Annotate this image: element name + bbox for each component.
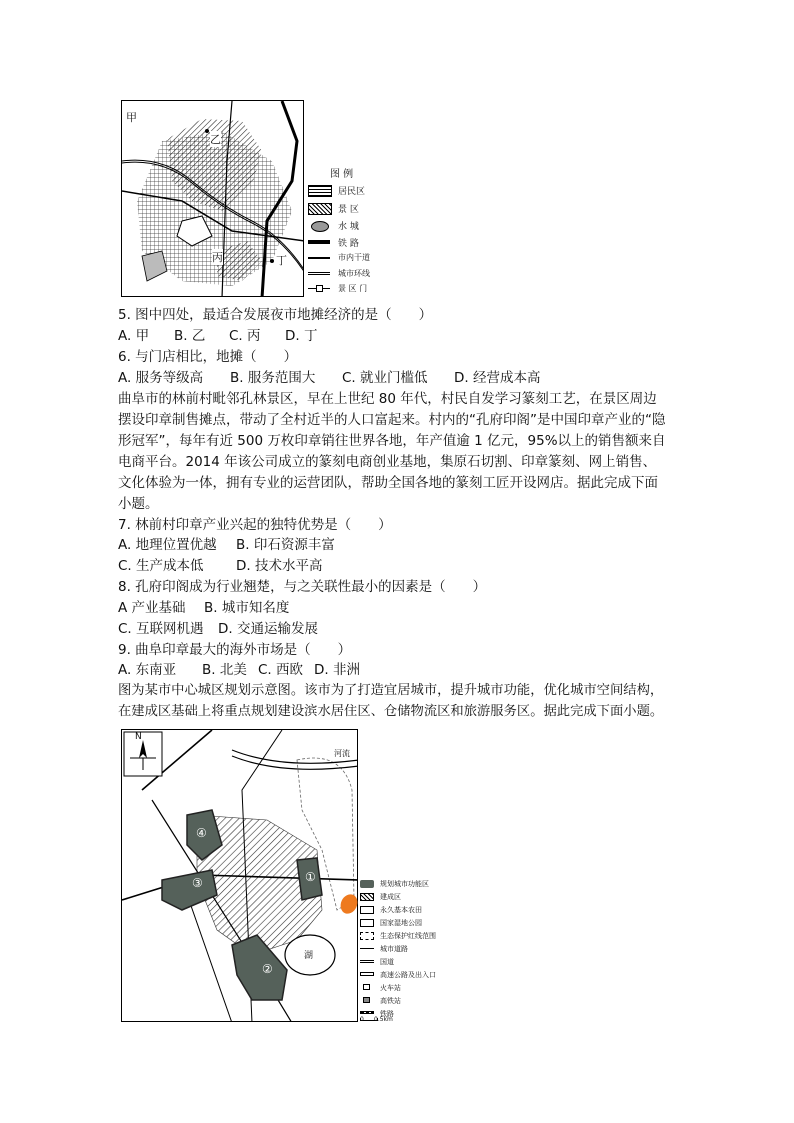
legend-swatch-hsr-station <box>363 997 370 1003</box>
scale-start: 0 <box>360 1016 364 1023</box>
zone-2: ② <box>262 962 273 976</box>
passage-line: 在建成区基础上将重点规划建设滨水居住区、仓储物流区和旅游服务区。据此完成下面小题。 <box>118 704 664 719</box>
passage-line: 曲阜市的林前村毗邻孔林景区，早在上世纪 80 年代，村民自发学习篆刻工艺，在景区周边 <box>118 391 657 407</box>
legend-swatch-planned-zone <box>360 880 374 888</box>
option: A 产业基础 <box>118 600 186 616</box>
question-8-options <box>118 598 289 618</box>
question-6-options <box>118 368 540 388</box>
option: C. 就业门槛低 <box>342 370 428 386</box>
legend-swatch-train-station <box>363 984 370 990</box>
legend-swatch-water <box>311 221 329 232</box>
question-9-options <box>118 660 360 680</box>
legend-label: 规划城市功能区 <box>380 880 429 888</box>
north-arrow-label: N <box>135 732 142 742</box>
legend-swatch-built-up <box>360 893 374 901</box>
legend-swatch-scenic <box>308 203 332 215</box>
label-yi: 乙 <box>210 133 221 146</box>
city-planning-map <box>121 729 358 1022</box>
legend-label: 市内干道 <box>338 253 370 262</box>
city-map-legend <box>360 878 460 1023</box>
passage-line: 图为某市中心城区规划示意图。该市为了打造宜居城市，提升城市功能，优化城市空间结构， <box>118 683 664 698</box>
legend-label: 水 城 <box>338 222 359 232</box>
option: C. 丙 <box>229 328 261 344</box>
legend-label: 铁路 <box>380 1010 394 1018</box>
legend-swatch-expressway <box>360 972 374 976</box>
option: D. 非洲 <box>314 662 360 678</box>
question-8: 8. 孔府印阁成为行业翘楚，与之关联性最小的因素是（ ） <box>118 579 487 595</box>
option: B. 城市知名度 <box>204 600 290 616</box>
legend-swatch-gate <box>316 285 323 292</box>
option: D. 技术水平高 <box>236 558 323 574</box>
option: A. 地理位置优越 <box>118 537 217 553</box>
legend-label: 火车站 <box>380 984 401 992</box>
passage-line: 摆设印章制售摊点，带动了全村近半的人口富起来。村内的“孔府印阁”是中国印章产业的“隐 <box>118 412 666 428</box>
legend-label: 景 区 门 <box>338 284 368 293</box>
question-7: 7. 林前村印章产业兴起的独特优势是（ ） <box>118 517 392 533</box>
option: A. 甲 <box>118 328 150 344</box>
legend-swatch-eco-redline <box>360 932 374 940</box>
legend-swatch-farmland <box>360 906 374 914</box>
tourism-map <box>121 100 304 297</box>
lake-label: 湖 <box>304 951 314 961</box>
location-marker <box>270 259 274 263</box>
passage-line: 文化体验为一体，拥有专业的运营团队，帮助全国各地的篆刻工匠开设网店。据此完成下面 <box>118 475 658 491</box>
question-9: 9. 曲阜印章最大的海外市场是（ ） <box>118 642 352 658</box>
legend-label: 景 区 <box>338 205 359 215</box>
legend-label: 建成区 <box>380 893 401 901</box>
option: B. 印石资源丰富 <box>236 537 335 553</box>
legend-label: 国道 <box>380 958 394 966</box>
question-7-options <box>118 535 335 555</box>
question-5: 5. 图中四处，最适合发展夜市地摊经济的是（ ） <box>118 307 433 323</box>
zone-3: ③ <box>192 876 203 890</box>
scale-end: 0.5km <box>374 1016 393 1023</box>
option: D. 丁 <box>285 328 318 344</box>
legend-swatch-ring-road <box>308 272 330 275</box>
legend-title: 图 例 <box>330 169 354 180</box>
question-6: 6. 与门店相比，地摊（ ） <box>118 349 298 365</box>
legend-label: 城市环线 <box>338 269 370 278</box>
legend-label: 铁 路 <box>338 239 359 249</box>
legend-swatch-railway <box>360 1011 374 1014</box>
option: D. 经营成本高 <box>454 370 541 386</box>
question-8-options <box>118 619 318 639</box>
legend-swatch-national-road <box>360 960 374 963</box>
option: C. 互联网机遇 <box>118 621 204 637</box>
legend-label: 永久基本农田 <box>380 906 422 914</box>
option: D. 交通运输发展 <box>218 621 318 637</box>
legend-label: 高速公路及出入口 <box>380 971 436 979</box>
location-marker <box>205 129 209 133</box>
label-ding: 丁 <box>276 254 287 267</box>
legend-swatch-railway <box>308 240 330 244</box>
question-7-options <box>118 556 322 576</box>
option: C. 生产成本低 <box>118 558 204 574</box>
legend-label: 城市道路 <box>380 945 408 953</box>
passage-line: 小题。 <box>118 496 159 512</box>
legend-swatch-residential <box>308 185 332 197</box>
legend-label: 居民区 <box>338 187 366 197</box>
zone-4: ④ <box>196 826 207 840</box>
option: A. 服务等级高 <box>118 370 204 386</box>
option: B. 服务范围大 <box>230 370 316 386</box>
question-5-options <box>118 326 317 346</box>
passage-line: 形冠军”，每年有近 500 万枚印章销往世界各地，年产值逾 1 亿元，95%以上的销售额来自 <box>118 433 666 449</box>
legend-label: 国家湿地公园 <box>380 919 422 927</box>
option: C. 西欧 <box>258 662 304 678</box>
label-bing: 丙 <box>212 251 223 264</box>
label-jia: 甲 <box>126 111 137 124</box>
zone-1: ① <box>305 870 316 884</box>
option: B. 北美 <box>202 662 247 678</box>
river-label: 河流 <box>334 749 350 758</box>
tourism-map-legend <box>308 163 388 301</box>
option: B. 乙 <box>174 328 206 344</box>
legend-swatch-city-road <box>360 948 374 949</box>
legend-swatch-wetland <box>360 919 374 927</box>
legend-swatch-main-road <box>308 257 330 259</box>
option: A. 东南亚 <box>118 662 177 678</box>
legend-label: 生态保护红线范围 <box>380 932 436 940</box>
passage-line: 电商平台。2014 年该公司成立的篆刻电商创业基地，集原石切割、印章篆刻、网上销售、 <box>118 454 657 470</box>
legend-label: 高铁站 <box>380 997 401 1005</box>
city-planning-drawing <box>122 730 358 1022</box>
